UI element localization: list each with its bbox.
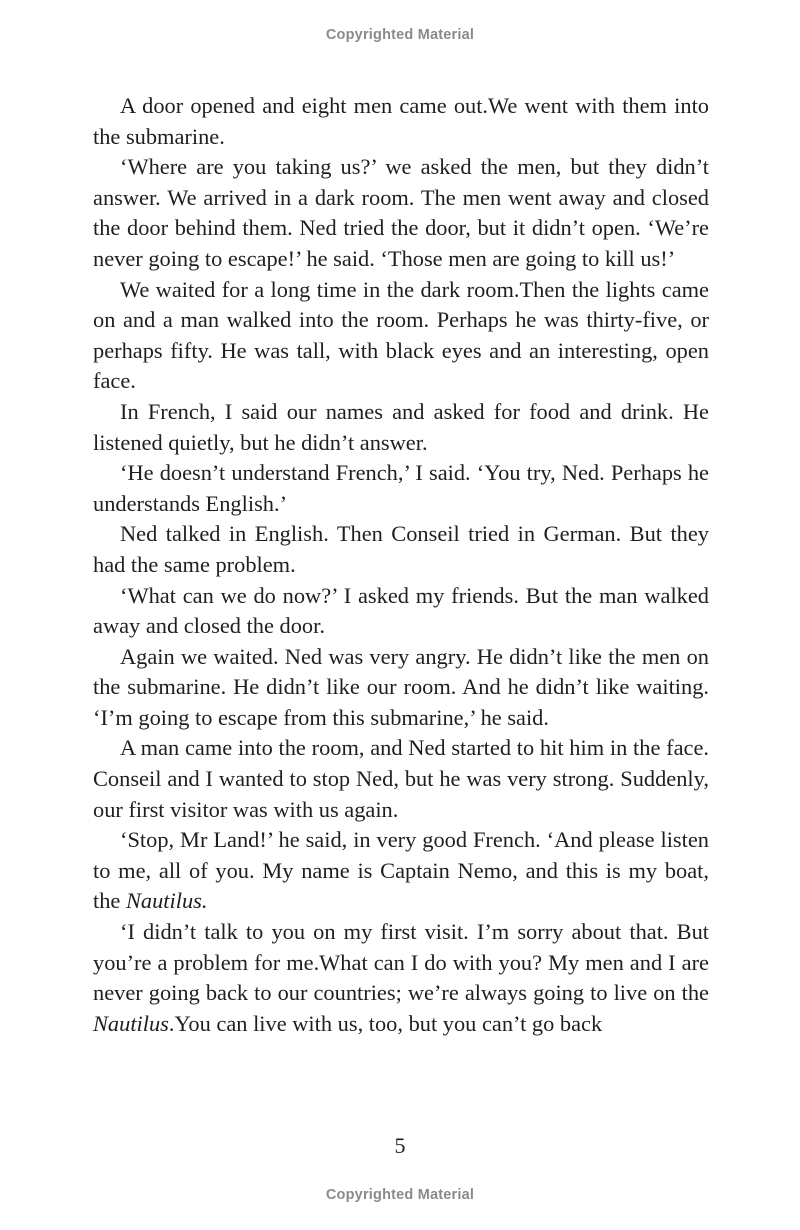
paragraph: A door opened and eight men came out.We went with them into the submarine. [93, 93, 709, 149]
paragraph: ‘He doesn’t understand French,’ I said. ‘You try, Ned. Perhaps he understands English.’ [93, 460, 709, 516]
paragraph: A man came into the room, and Ned started to hit him in the face. Conseil and I wanted to stop Ned, but he was very strong. Suddenly, our first visitor was with us again. [93, 735, 709, 822]
paragraph: ‘I didn’t talk to you on my first visit. I’m sorry about that. But you’re a problem for me.What can I do with you? My men and I are never going back to our countries; we’re always going to live on the Nautilus.You can live with us, too, but you can’t go back [93, 919, 709, 1036]
paragraph: We waited for a long time in the dark room.Then the lights came on and a man walked into the room. Perhaps he was thirty-five, or perhaps fifty. He was tall, with black eyes and an interesting, open face. [93, 276, 709, 394]
paragraph: ‘Stop, Mr Land!’ he said, in very good French. ‘And please listen to me, all of you. My name is Captain Nemo, and this is my boat, the Nautilus. [93, 827, 709, 914]
paragraph: ‘Where are you taking us?’ we asked the men, but they didn’t answer. We arrived in a dark room. The men went away and closed the door behind them. Ned tried the door, but it didn’t open. ‘We’re never going to escape!’ he said. ‘Those men are going to kill us!’ [93, 154, 709, 271]
page-number: 5 [394, 1133, 406, 1158]
paragraph: ‘What can we do now?’ I asked my friends. But the man walked away and closed the door. [93, 582, 709, 639]
copyright-watermark-bottom: Copyrighted Material [325, 1187, 475, 1203]
copyright-watermark-top: Copyrighted Material [325, 27, 475, 43]
paragraph: In French, I said our names and asked for food and drink. He listened quietly, but he didn’t answer. [93, 398, 709, 455]
page-body-text [93, 91, 709, 1039]
boat-name-italic: Nautilus [93, 1010, 169, 1036]
boat-name-italic: Nautilus. [125, 888, 208, 914]
paragraph: Again we waited. Ned was very angry. He didn’t like the men on the submarine. He didn’t like our room. And he didn’t like waiting. ‘I’m going to escape from this submarine,’ he said. [93, 643, 709, 730]
paragraph: Ned talked in English. Then Conseil tried in German. But they had the same problem. [93, 521, 709, 577]
